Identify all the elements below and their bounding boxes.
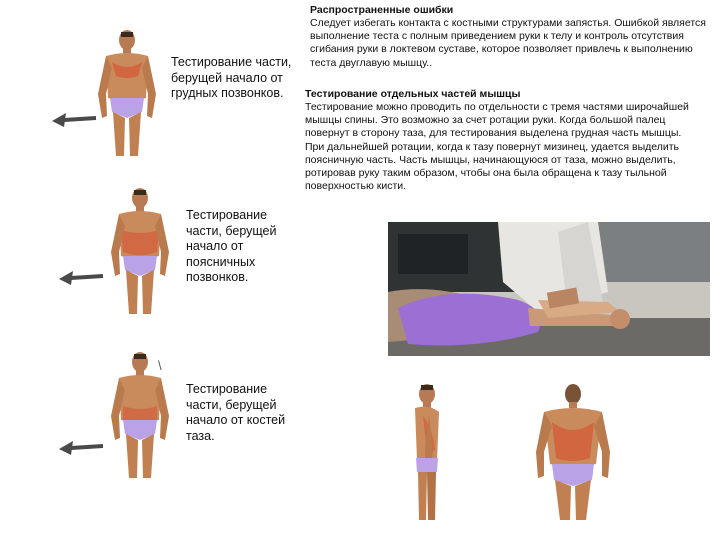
stray-mark: \ xyxy=(158,358,162,373)
arrow-left-icon xyxy=(50,112,98,128)
separate-parts-heading: Тестирование отдельных частей мышцы xyxy=(305,88,521,100)
figure-side-view xyxy=(405,382,450,522)
caption-thoracic: Тестирование части, берущей начало от грудных позвонков. xyxy=(171,55,292,100)
figure-thoracic xyxy=(92,28,162,158)
common-errors-section xyxy=(310,4,710,70)
arrow-left-icon xyxy=(57,440,105,456)
arrow-left-icon xyxy=(57,270,105,286)
separate-parts-section xyxy=(305,88,690,193)
figure-lumbar xyxy=(105,186,175,316)
back-view-figure xyxy=(528,382,618,522)
common-errors-heading: Распространенные ошибки xyxy=(310,4,454,16)
separate-parts-text: Тестирование можно проводить по отдельности с тремя частями широчайшей мышцы спины. Это возможно за счет ротации руки. Когда большой палец повернут в сторону таза, для тестирования выделена грудная часть мышцы. При дальнейшей ротации, когда к тазу повернут мизинец, удается выделить поясничную часть. Часть мышцы, начинающуюся от таза, можно выделить, ротировав руку таким образом, чтобы она была обращена к тазу тыльной поверхностью кисти. xyxy=(305,101,689,193)
test-photo xyxy=(388,222,710,356)
caption-pelvic: Тестирование части, берущей начало от костей таза. xyxy=(186,382,286,443)
common-errors-text: Следует избегать контакта с костными структурами запястья. Ошибкой является выполнение теста с полным приведением руки к телу и контроль отсутствия сгибания руки в локтевом суставе, которое позволяет привлечь к выполнению теста двуглавую мышцу.. xyxy=(310,17,706,69)
muscle-figure-pelvic xyxy=(105,350,175,480)
figure-pelvic xyxy=(105,350,175,480)
test-photo-image xyxy=(388,222,710,356)
muscle-figure-lumbar xyxy=(105,186,175,316)
figure-back-view xyxy=(528,382,618,522)
muscle-figure-thoracic xyxy=(92,28,162,158)
side-view-figure xyxy=(405,382,450,522)
caption-lumbar: Тестирование части, берущей начало от поясничных позвонков. xyxy=(186,208,277,284)
